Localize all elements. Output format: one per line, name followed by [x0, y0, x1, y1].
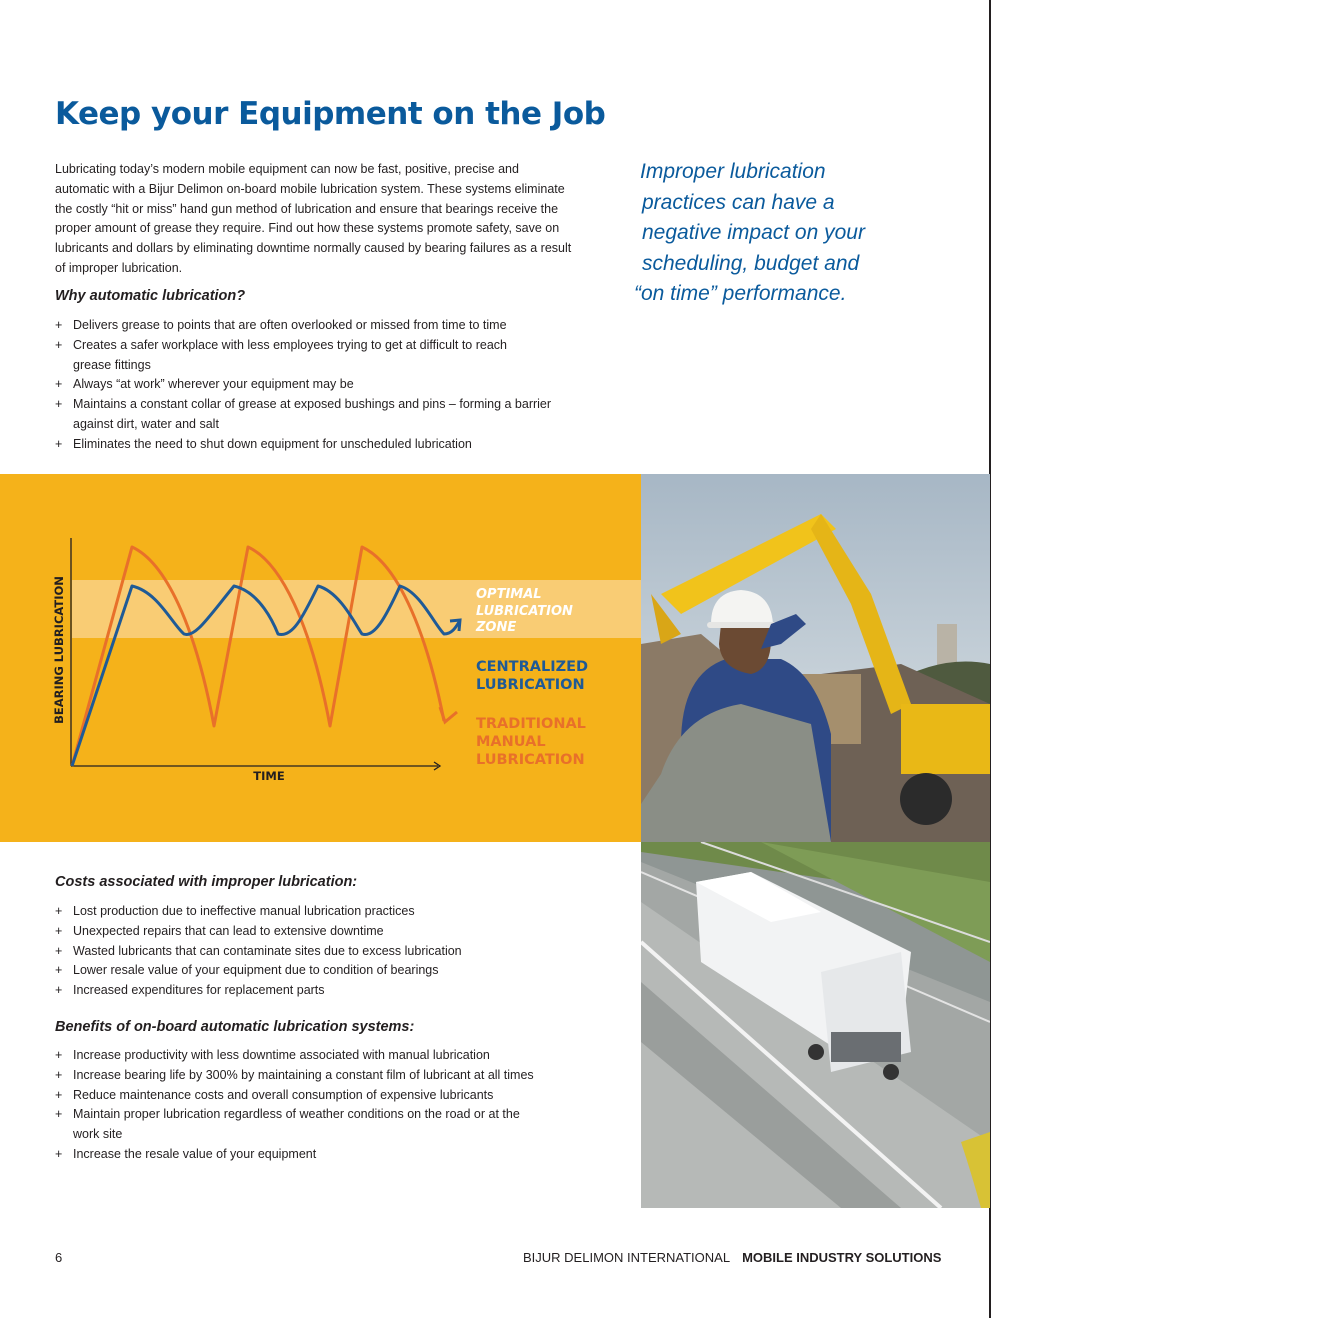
list-item: + Unexpected repairs that can lead to extensive downtime: [55, 923, 384, 938]
legend-centralized: LUBRICATION: [476, 677, 585, 693]
footer-running-head: [523, 1250, 941, 1265]
legend-traditional: LUBRICATION: [476, 752, 585, 768]
list-item: + Increase bearing life by 300% by maintaining a constant film of lubricant at all times: [55, 1067, 534, 1082]
costs-list: [55, 902, 575, 1001]
list-item: + Increase the resale value of your equipment: [55, 1146, 317, 1161]
costs-heading: Costs associated with improper lubrication:: [55, 874, 358, 890]
list-item: + Always “at work” wherever your equipment may be: [55, 377, 354, 392]
pull-quote: Improper lubrication practices can have a negative impact on your scheduling, budget and “on time” performance.: [634, 160, 865, 305]
zone-label-line: OPTIMAL: [476, 587, 542, 602]
footer-company: BIJUR DELIMON INTERNATIONAL: [523, 1250, 731, 1265]
zone-label-line: ZONE: [476, 620, 517, 635]
list-item: + Eliminates the need to shut down equipment for unscheduled lubrication: [55, 436, 472, 451]
legend-centralized: CENTRALIZED: [476, 659, 589, 675]
why-heading: Why automatic lubrication?: [55, 288, 246, 304]
intro-paragraph: Lubricating today’s modern mobile equipment can now be fast, positive, precise and automatic with a Bijur Delimon on-board mobile lubrication system. These systems eliminate the costly “hit or miss” hand gun method of lubrication and ensure that bearings receive the proper amount of grease they require. Find out how these systems promote safety, save on lubricants and dollars by eliminating downtime normally caused by bearing failures as a result of improper lubrication.: [55, 162, 572, 275]
legend-traditional: TRADITIONAL: [476, 716, 586, 732]
list-item: + Maintain proper lubrication regardless of weather conditions on the road or at the work site: [55, 1107, 520, 1142]
list-item: + Wasted lubricants that can contaminate sites due to excess lubrication: [55, 943, 462, 958]
benefits-list: [55, 1046, 575, 1165]
zone-label-line: LUBRICATION: [476, 604, 573, 619]
page-number: 6: [55, 1250, 63, 1265]
list-item: + Increased expenditures for replacement parts: [55, 983, 325, 998]
list-item: + Reduce maintenance costs and overall consumption of expensive lubricants: [55, 1087, 494, 1102]
list-item: + Delivers grease to points that are often overlooked or missed from time to time: [55, 318, 507, 332]
legend-traditional: MANUAL: [476, 734, 546, 750]
list-item: + Creates a safer workplace with less employees trying to get at difficult to reach grease fittings: [55, 337, 508, 372]
list-item: + Lower resale value of your equipment due to condition of bearings: [55, 963, 439, 978]
page-title: Keep your Equipment on the Job: [55, 96, 606, 132]
excavator-worker-photo: [641, 474, 990, 842]
why-list: [55, 316, 575, 455]
lubrication-chart: [0, 474, 641, 842]
truck-highway-photo: [641, 842, 990, 1208]
list-item: + Maintains a constant collar of grease at exposed bushings and pins – forming a barrier against dirt, water and salt: [55, 397, 552, 431]
list-item: + Lost production due to ineffective manual lubrication practices: [55, 904, 415, 918]
y-axis-label: BEARING LUBRICATION: [52, 576, 66, 724]
lubrication-chart-panel: [0, 474, 641, 842]
footer-section: MOBILE INDUSTRY SOLUTIONS: [742, 1250, 942, 1265]
x-axis-label: TIME: [253, 769, 285, 783]
benefits-heading: Benefits of on-board automatic lubrication systems:: [55, 1019, 415, 1035]
list-item: + Increase productivity with less downtime associated with manual lubrication: [55, 1048, 490, 1062]
traditional-lubrication-line: [72, 547, 444, 766]
